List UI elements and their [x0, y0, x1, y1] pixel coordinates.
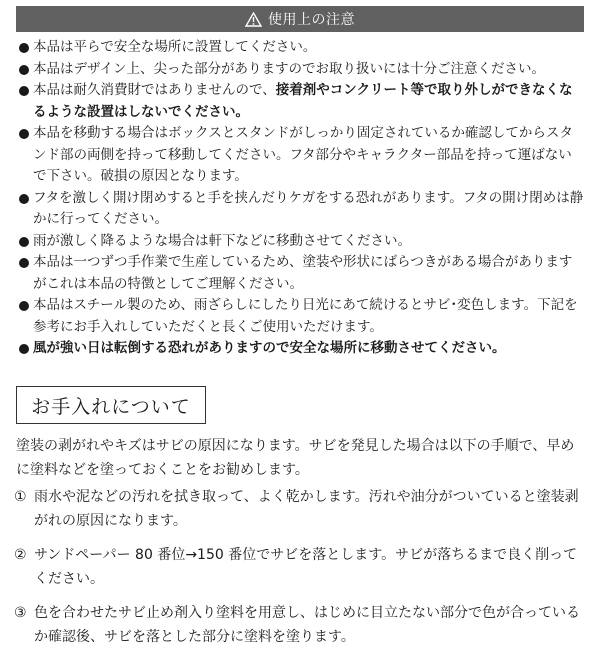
step-text: 色を合わせたサビ止め剤入り塗料を用意し、はじめに目立たない部分で色が合っているか確認後、サビを落とした部分に塗料を塗ります。 — [34, 605, 580, 645]
step-text: サンドペーパー 80 番位→150 番位でサビを落とします。サビが落ちるまで良く削ってください。 — [34, 547, 578, 587]
caution-item: フタを激しく開け閉めすると手を挟んだりケガをする恐れがあります。フタの開け閉めは静かに行ってください。 — [18, 188, 584, 231]
caution-item: 本品は耐久消費財ではありませんので、接着剤やコンクリート等で取り外しができなくなるような設置はしないでください。 — [18, 80, 584, 123]
care-section-title: お手入れについて — [16, 386, 206, 424]
care-step — [14, 486, 586, 533]
care-step — [14, 602, 586, 649]
step-number: ② — [14, 547, 27, 563]
caution-bold-text: 風が強い日は転倒する恐れがありますので安全な場所に移動させてください。 — [33, 340, 506, 356]
caution-item: 本品は平らで安全な場所に設置してください。 — [18, 37, 584, 59]
care-steps — [14, 486, 586, 660]
step-number: ③ — [14, 605, 27, 621]
caution-item: 本品はスチール製のため、雨ざらしにしたり日光にあて続けるとサビ･変色します。下記を参考にお手入れしていただくと長くご使用いただけます。 — [18, 295, 584, 338]
caution-item — [18, 338, 584, 360]
care-step — [14, 544, 586, 591]
step-number: ① — [14, 489, 27, 505]
caution-item: 本品はデザイン上、尖った部分がありますのでお取り扱いには十分ご注意ください。 — [18, 59, 584, 81]
caution-item: 雨が激しく降るような場合は軒下などに移動させてください。 — [18, 231, 584, 253]
care-intro: 塗装の剥がれやキズはサビの原因になります。サビを発見した場合は以下の手順で、早めに塗料などを塗っておくことをお勧めします。 — [16, 438, 575, 478]
caution-bold-text: 接着剤やコンクリート等で取り外しができなくなるような設置はしないでください。 — [33, 82, 573, 120]
warning-triangle-icon — [245, 12, 262, 27]
step-text: 雨水や泥などの汚れを拭き取って、よく乾かします。汚れや油分がついていると塗装剥がれの原因になります。 — [34, 489, 579, 529]
caution-item: 本品は一つずつ手作業で生産しているため、塗装や形状にばらつきがある場合がありますがこれは本品の特徴としてご理解ください。 — [18, 252, 584, 295]
caution-header — [16, 6, 584, 32]
caution-list — [18, 37, 584, 360]
caution-item: 本品を移動する場合はボックスとスタンドがしっかり固定されているか確認してからスタンド部の両側を持って移動してください。フタ部分やキャラクター部品を持って運ばないで下さい。破損の原因となります。 — [18, 123, 584, 188]
caution-title: 使用上の注意 — [268, 12, 355, 28]
